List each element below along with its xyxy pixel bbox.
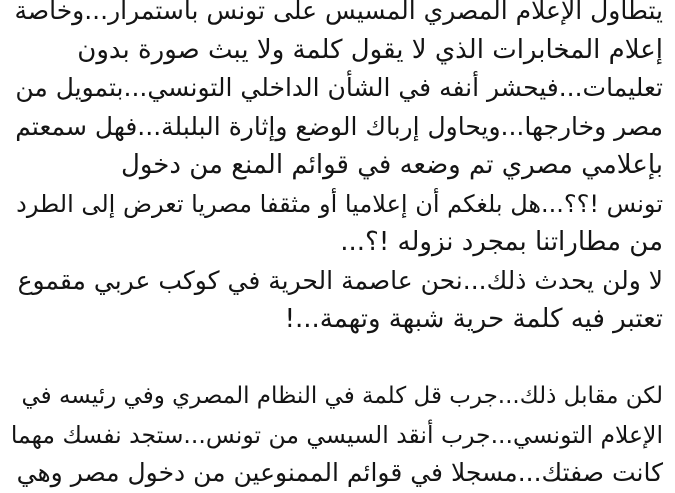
text-line: من مطاراتنا بمجرد نزوله !؟... bbox=[340, 227, 663, 257]
text-line: إعلام المخابرات الذي لا يقول كلمة ولا يبث صورة بدون bbox=[77, 34, 663, 65]
text-line: تعليمات...فيحشر أنفه في الشأن الداخلي التونسي...بتمويل من bbox=[15, 73, 663, 102]
paragraph-1 bbox=[10, 0, 663, 339]
text-line: كانت صفتك...مسجلا في قوائم الممنوعين من دخول مصر وهي bbox=[16, 458, 663, 487]
text-line: لكن مقابل ذلك...جرب قل كلمة في النظام المصري وفي رئيسه في bbox=[21, 383, 663, 409]
text-line: لا ولن يحدث ذلك...نحن عاصمة الحرية في كوكب عربي مقموع bbox=[17, 265, 663, 295]
text-line: تعتبر فيه كلمة حرية شبهة وتهمة...! bbox=[284, 304, 663, 334]
text-line: بإعلامي مصري تم وضعه في قوائم المنع من دخول bbox=[120, 150, 663, 180]
paragraph-2 bbox=[10, 377, 663, 493]
text-line: تونس !؟؟...هل بلغكم أن إعلاميا أو مثقفا مصريا تعرض إلى الطرد bbox=[16, 189, 663, 218]
text-line: الإعلام التونسي...جرب أنقد السيسي من تونس...ستجد نفسك مهما bbox=[10, 420, 663, 449]
text-line: يتطاول الإعلام المصري المسيس على تونس باستمرار...وخاصة bbox=[14, 0, 663, 25]
paragraph-gap bbox=[10, 339, 663, 378]
text-line: مصر وخارجها...ويحاول إرباك الوضع وإثارة البلبلة...فهل سمعتم bbox=[15, 111, 663, 141]
